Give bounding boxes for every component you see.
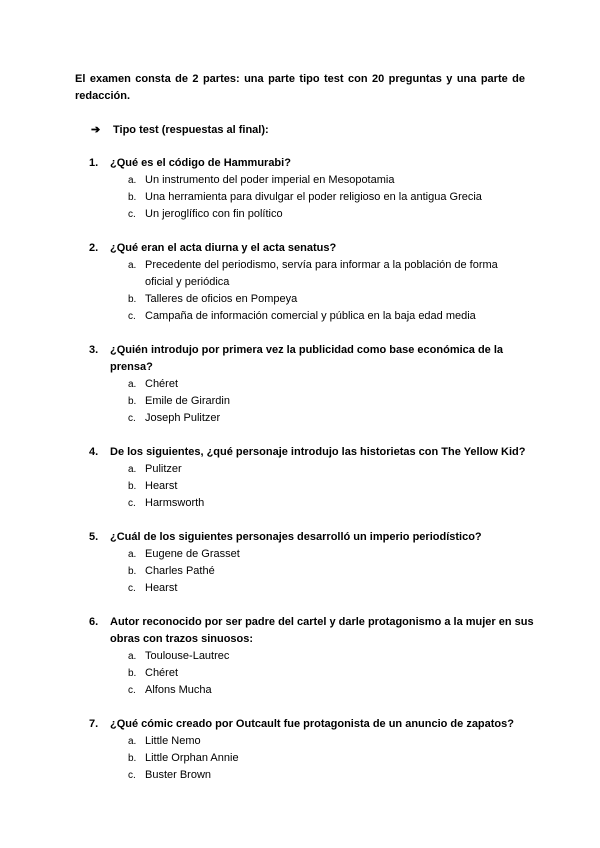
question-header	[89, 155, 539, 172]
question-number: 3.	[89, 344, 99, 356]
option-text: Una herramienta para divulgar el poder religioso en la antigua Grecia	[145, 191, 482, 203]
option-letter: b.	[128, 481, 137, 492]
option-item	[89, 648, 539, 665]
option-list	[89, 733, 539, 784]
option-item	[89, 376, 539, 393]
option-list	[89, 461, 539, 512]
option-text: Emile de Girardin	[145, 395, 230, 407]
question-header	[89, 342, 539, 376]
option-letter: a.	[128, 736, 137, 747]
section-title: Tipo test (respuestas al final):	[113, 124, 269, 136]
option-text: Hearst	[145, 582, 178, 594]
question-item	[89, 614, 539, 699]
question-item	[89, 240, 539, 325]
option-text: Talleres de oficios en Pompeya	[145, 293, 298, 305]
option-letter: c.	[128, 498, 136, 509]
question-text: ¿Qué es el código de Hammurabi?	[110, 157, 291, 169]
option-item	[89, 750, 539, 767]
option-item	[89, 478, 539, 495]
option-item	[89, 291, 539, 308]
option-text: Alfons Mucha	[145, 684, 212, 696]
option-letter: b.	[128, 668, 137, 679]
option-item	[89, 495, 539, 512]
question-header	[89, 614, 539, 648]
option-letter: b.	[128, 294, 137, 305]
option-letter: b.	[128, 566, 137, 577]
option-item	[89, 767, 539, 784]
option-text: Chéret	[145, 667, 179, 679]
option-item	[89, 257, 539, 291]
option-list	[89, 648, 539, 699]
option-item	[89, 461, 539, 478]
question-header	[89, 529, 539, 546]
intro-paragraph: El examen consta de 2 partes: una parte tipo test con 20 preguntas y una parte de redacción.	[75, 73, 525, 102]
question-number: 4.	[89, 446, 99, 458]
option-text: Campaña de información comercial y pública en la baja edad media	[145, 310, 476, 322]
option-item	[89, 546, 539, 563]
section-heading	[91, 122, 269, 139]
option-text: Precedente del periodismo, servía para informar a la población de forma oficial y periódica	[145, 259, 498, 288]
option-list	[89, 172, 539, 223]
option-letter: a.	[128, 260, 137, 271]
question-item	[89, 529, 539, 597]
option-list	[89, 546, 539, 597]
question-item	[89, 716, 539, 784]
question-text: De los siguientes, ¿qué personaje introdujo las historietas con The Yellow Kid?	[110, 446, 526, 458]
question-item	[89, 342, 539, 427]
option-item	[89, 393, 539, 410]
option-letter: a.	[128, 464, 137, 475]
option-letter: c.	[128, 685, 136, 696]
option-text: Un jeroglífico con fin político	[145, 208, 283, 220]
option-text: Joseph Pulitzer	[145, 412, 221, 424]
question-text: ¿Qué eran el acta diurna y el acta senatus?	[110, 242, 337, 254]
option-item	[89, 308, 539, 325]
option-letter: b.	[128, 192, 137, 203]
arrow-right-icon: ➔	[91, 124, 101, 136]
option-letter: a.	[128, 175, 137, 186]
option-item	[89, 580, 539, 597]
option-item	[89, 665, 539, 682]
option-letter: c.	[128, 311, 136, 322]
option-text: Charles Pathé	[145, 565, 215, 577]
option-letter: a.	[128, 379, 137, 390]
option-text: Chéret	[145, 378, 179, 390]
option-letter: a.	[128, 651, 137, 662]
question-number: 1.	[89, 157, 99, 169]
option-text: Buster Brown	[145, 769, 212, 781]
question-list	[89, 155, 539, 801]
question-text: ¿Quién introdujo por primera vez la publicidad como base económica de la prensa?	[110, 344, 504, 373]
option-item	[89, 682, 539, 699]
option-text: Harmsworth	[145, 497, 205, 509]
option-list	[89, 257, 539, 325]
question-text: ¿Qué cómic creado por Outcault fue protagonista de un anuncio de zapatos?	[110, 718, 514, 730]
question-text: Autor reconocido por ser padre del cartel y darle protagonismo a la mujer en sus obras con trazos sinuosos:	[110, 616, 534, 645]
question-number: 6.	[89, 616, 99, 628]
option-text: Little Orphan Annie	[145, 752, 239, 764]
option-item	[89, 206, 539, 223]
question-header	[89, 240, 539, 257]
question-text: ¿Cuál de los siguientes personajes desarrolló un imperio periodístico?	[110, 531, 482, 543]
option-letter: c.	[128, 770, 136, 781]
question-number: 2.	[89, 242, 99, 254]
option-item	[89, 172, 539, 189]
option-text: Eugene de Grasset	[145, 548, 240, 560]
option-letter: b.	[128, 396, 137, 407]
option-letter: c.	[128, 209, 136, 220]
option-text: Hearst	[145, 480, 178, 492]
question-number: 7.	[89, 718, 99, 730]
question-number: 5.	[89, 531, 99, 543]
option-item	[89, 189, 539, 206]
option-item	[89, 563, 539, 580]
option-letter: b.	[128, 753, 137, 764]
question-item	[89, 155, 539, 223]
option-letter: c.	[128, 583, 136, 594]
question-item	[89, 444, 539, 512]
option-text: Little Nemo	[145, 735, 201, 747]
option-list	[89, 376, 539, 427]
option-item	[89, 733, 539, 750]
option-text: Un instrumento del poder imperial en Mesopotamia	[145, 174, 395, 186]
option-text: Pulitzer	[145, 463, 182, 475]
option-letter: a.	[128, 549, 137, 560]
question-header	[89, 444, 539, 461]
option-letter: c.	[128, 413, 136, 424]
option-text: Toulouse-Lautrec	[145, 650, 230, 662]
question-header	[89, 716, 539, 733]
option-item	[89, 410, 539, 427]
